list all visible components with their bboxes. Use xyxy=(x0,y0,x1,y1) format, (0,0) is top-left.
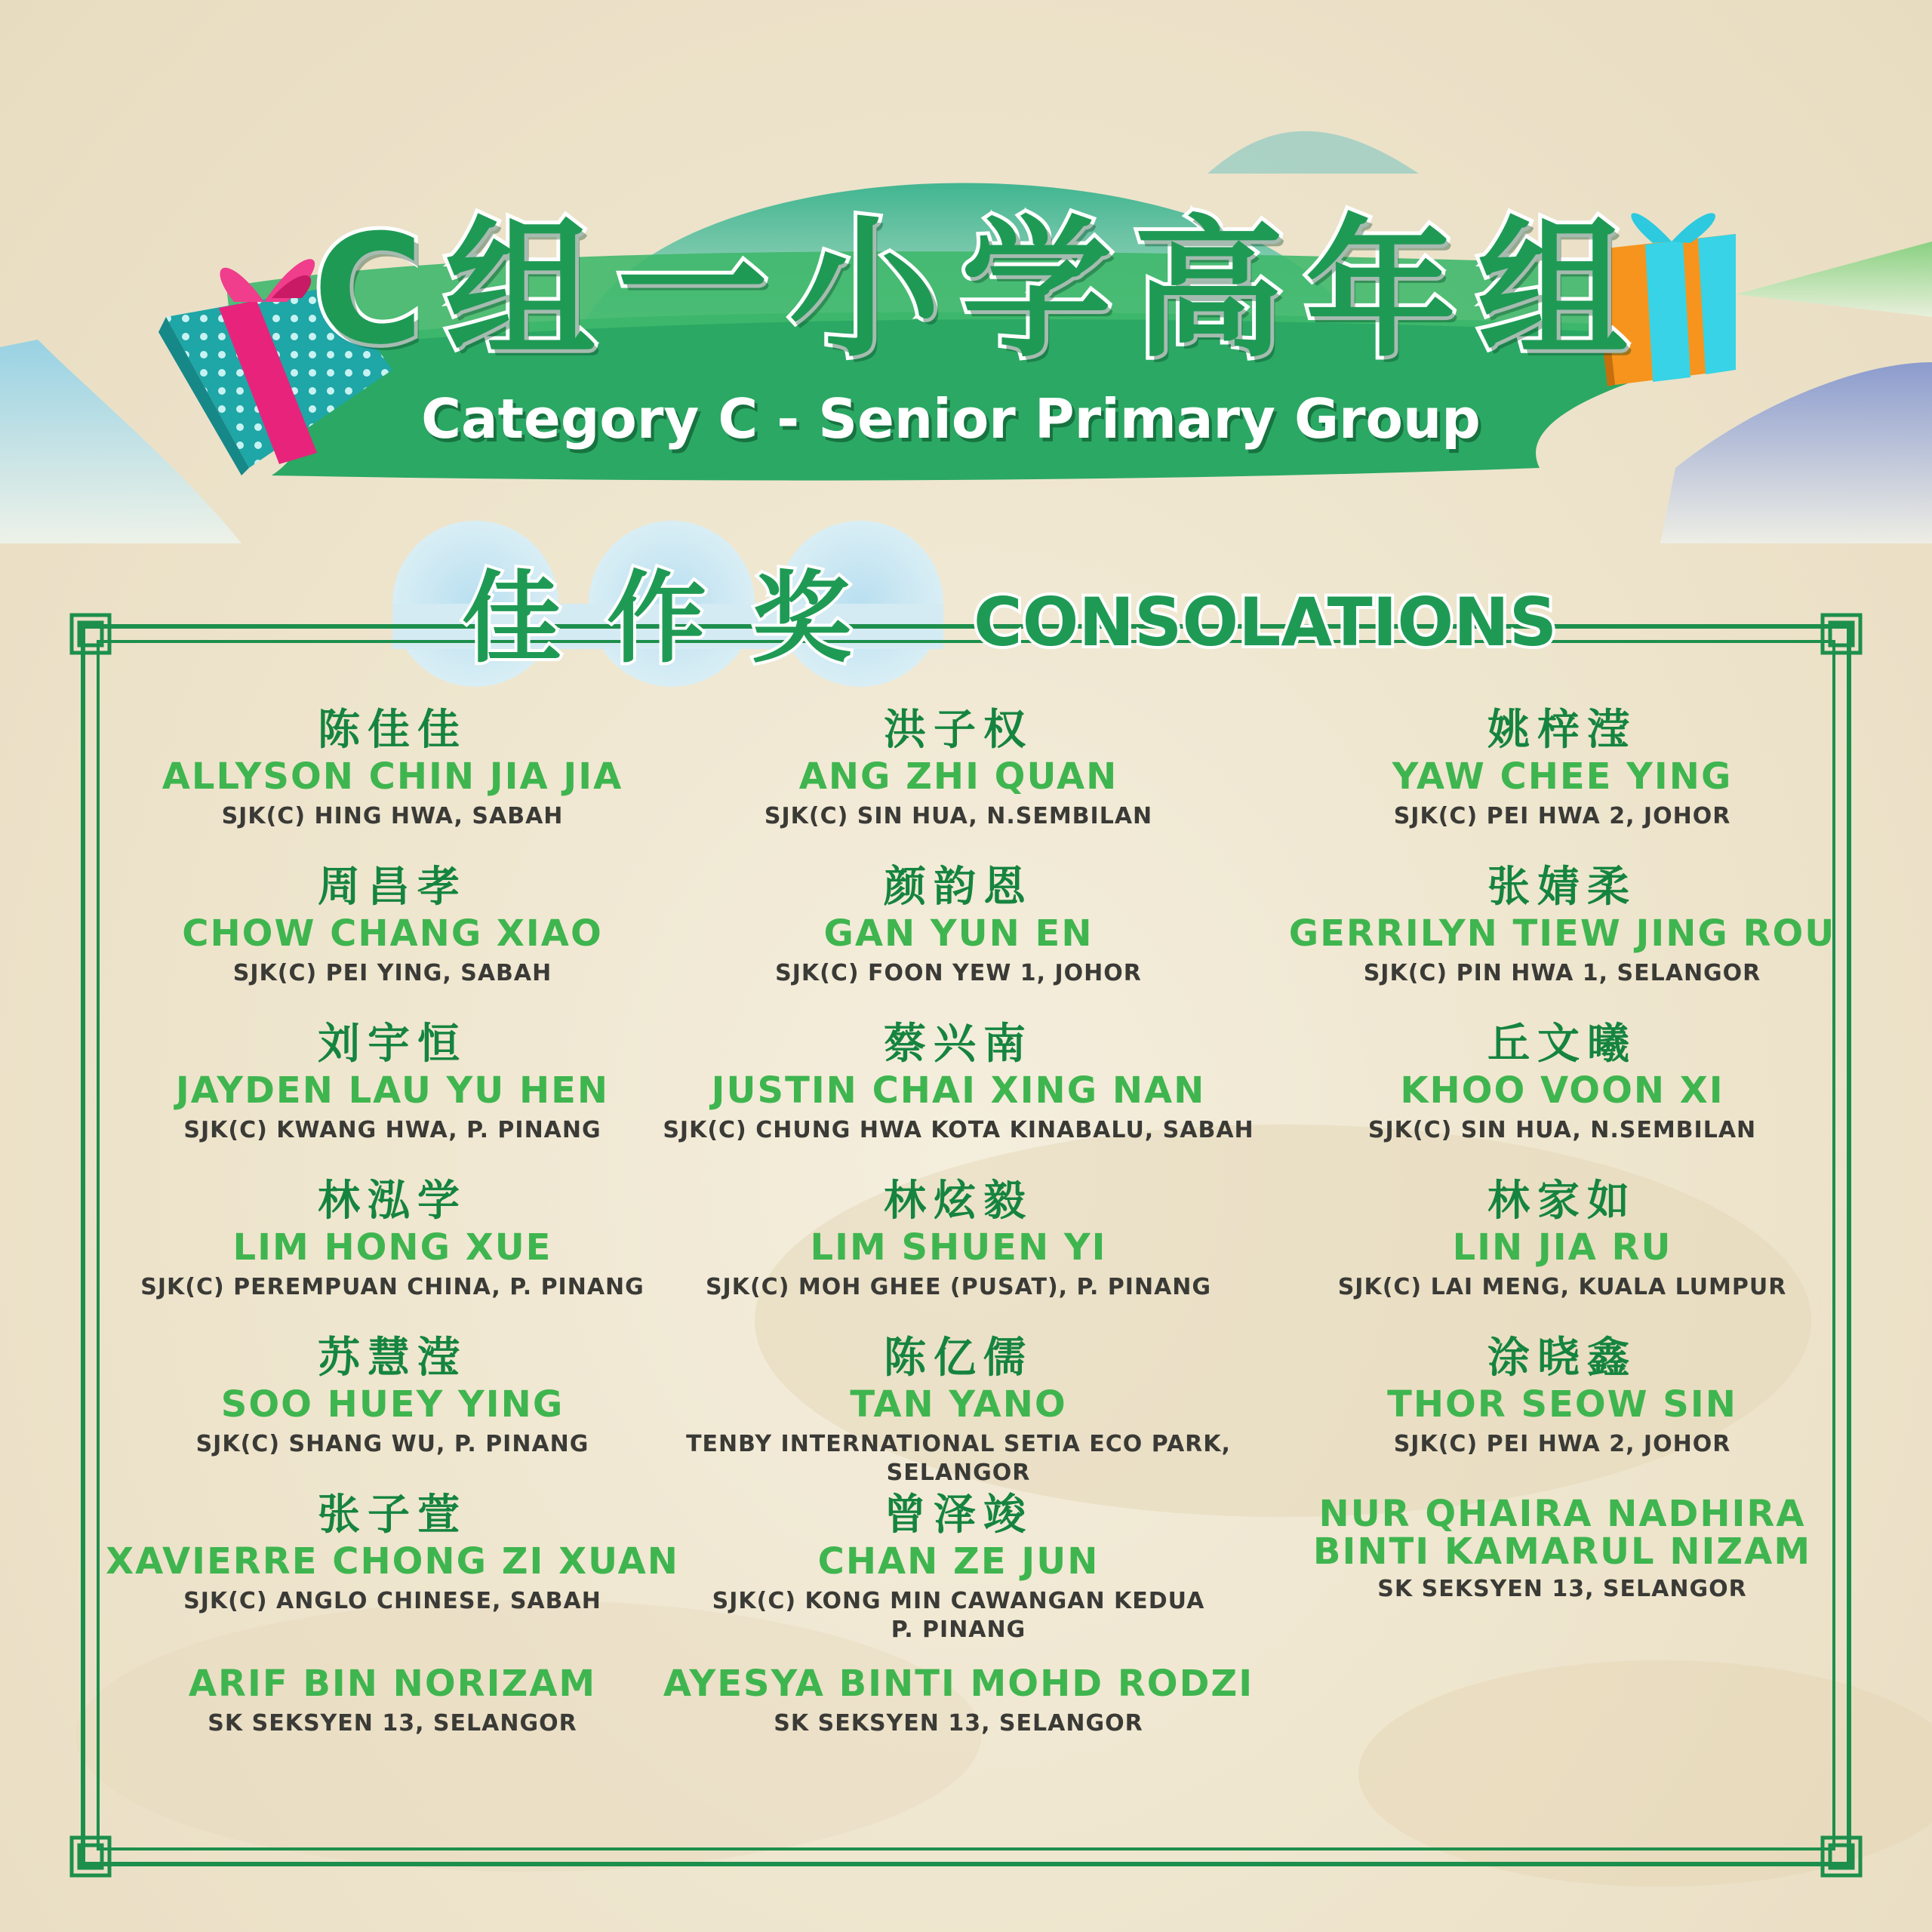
winner-entry xyxy=(1260,863,1864,1020)
winner-entry xyxy=(91,1334,694,1491)
winner-school: SJK(C) PEI YING, SABAH xyxy=(232,960,552,986)
winner-school: SJK(C) SIN HUA, N.SEMBILAN xyxy=(764,803,1153,829)
winner-entry xyxy=(1260,706,1864,863)
winner-chinese-name: 陈佳佳 xyxy=(318,706,467,755)
winner-chinese-name: 张子萱 xyxy=(318,1491,467,1540)
winner-english-name: ANG ZHI QUAN xyxy=(798,755,1118,798)
winner-entry xyxy=(657,1177,1260,1334)
winner-school: SJK(C) HING HWA, SABAH xyxy=(221,803,564,829)
winners-column-3 xyxy=(1260,706,1864,1652)
winner-school: SK SEKSYEN 13, SELANGOR xyxy=(1377,1576,1747,1602)
winner-school: SK SEKSYEN 13, SELANGOR xyxy=(208,1710,577,1737)
winner-english-name: THOR SEOW SIN xyxy=(1387,1383,1737,1426)
winner-entry xyxy=(91,1647,694,1820)
winner-school: SJK(C) FOON YEW 1, JOHOR xyxy=(775,960,1142,986)
winner-school: SJK(C) PEI HWA 2, JOHOR xyxy=(1393,803,1731,829)
winner-school: SJK(C) SHANG WU, P. PINANG xyxy=(195,1431,589,1457)
winner-chinese-name: 陈亿儒 xyxy=(884,1334,1033,1383)
winner-school: SJK(C) KONG MIN CAWANGAN KEDUA xyxy=(712,1588,1205,1614)
winner-entry xyxy=(91,1020,694,1177)
winner-school: SK SEKSYEN 13, SELANGOR xyxy=(774,1710,1143,1737)
winner-chinese-name: 张婧柔 xyxy=(1487,863,1637,912)
winner-entry xyxy=(1260,1020,1864,1177)
winner-chinese-name: 苏慧滢 xyxy=(318,1334,467,1383)
winner-school: SJK(C) ANGLO CHINESE, SABAH xyxy=(183,1588,601,1614)
winner-chinese-name: 姚梓滢 xyxy=(1487,706,1637,755)
winners-column-2 xyxy=(657,706,1260,1820)
winner-chinese-name: 周昌孝 xyxy=(318,863,467,912)
winner-chinese-name: 洪子权 xyxy=(884,706,1033,755)
winner-chinese-name: 林家如 xyxy=(1487,1177,1637,1226)
winner-english-name: LIM HONG XUE xyxy=(232,1226,552,1269)
winner-entry xyxy=(91,1177,694,1334)
winner-entry xyxy=(91,1491,694,1647)
winner-school-line-2: P. PINANG xyxy=(891,1617,1026,1643)
winner-chinese-name: 林炫毅 xyxy=(884,1177,1033,1226)
winner-english-name: CHOW CHANG XIAO xyxy=(182,912,603,955)
winner-school: SJK(C) PIN HWA 1, SELANGOR xyxy=(1363,960,1761,986)
title-english: Category C - Senior Primary Group xyxy=(421,387,1481,451)
winner-english-name: YAW CHEE YING xyxy=(1392,755,1733,798)
winner-english-name: SOO HUEY YING xyxy=(220,1383,565,1426)
winner-school: SJK(C) CHUNG HWA KOTA KINABALU, SABAH xyxy=(663,1117,1254,1143)
winner-entry xyxy=(1260,1177,1864,1334)
winner-english-name: AYESYA BINTI MOHD RODZI xyxy=(663,1663,1254,1705)
winner-school: SJK(C) PEREMPUAN CHINA, P. PINANG xyxy=(140,1274,645,1300)
winners-column-1 xyxy=(91,706,694,1820)
winner-chinese-name: 蔡兴南 xyxy=(884,1020,1033,1069)
winner-chinese-name: 颜韵恩 xyxy=(884,863,1033,912)
winner-entry xyxy=(657,1491,1260,1647)
winner-english-name-line-2: BINTI KAMARUL NIZAM xyxy=(1312,1531,1812,1573)
winner-school: SJK(C) PEI HWA 2, JOHOR xyxy=(1393,1431,1731,1457)
winner-english-name: JAYDEN LAU YU HEN xyxy=(175,1069,610,1112)
winner-entry xyxy=(1260,1491,1864,1652)
winner-english-name: JUSTIN CHAI XING NAN xyxy=(711,1069,1206,1112)
winner-english-name: ARIF BIN NORIZAM xyxy=(188,1663,597,1705)
winner-school: SJK(C) MOH GHEE (PUSAT), P. PINANG xyxy=(705,1274,1212,1300)
winner-entry xyxy=(657,1647,1260,1820)
winner-english-name: ALLYSON CHIN JIA JIA xyxy=(162,755,623,798)
winner-english-name: GERRILYN TIEW JING ROU xyxy=(1288,912,1836,955)
winner-english-name: LIN JIA RU xyxy=(1452,1226,1672,1269)
title-chinese: C组一小学高年组 xyxy=(312,202,1650,378)
winner-entry xyxy=(657,1334,1260,1491)
winner-english-name: KHOO VOON XI xyxy=(1400,1069,1724,1112)
winner-school: SJK(C) LAI MENG, KUALA LUMPUR xyxy=(1337,1274,1787,1300)
winner-school: SJK(C) KWANG HWA, P. PINANG xyxy=(183,1117,601,1143)
winner-english-name: GAN YUN EN xyxy=(823,912,1094,955)
winner-chinese-name: 丘文曦 xyxy=(1487,1020,1637,1069)
winner-entry xyxy=(657,863,1260,1020)
winner-chinese-name: 曾泽竣 xyxy=(884,1491,1033,1540)
winner-entry xyxy=(1260,1334,1864,1491)
winner-entry xyxy=(657,706,1260,863)
winner-entry xyxy=(91,706,694,863)
winner-chinese-name: 刘宇恒 xyxy=(318,1020,467,1069)
winner-english-name: CHAN ZE JUN xyxy=(817,1540,1100,1583)
winner-english-name: XAVIERRE CHONG ZI XUAN xyxy=(106,1540,679,1583)
winner-chinese-name: 涂晓鑫 xyxy=(1487,1334,1637,1383)
winner-school: SJK(C) SIN HUA, N.SEMBILAN xyxy=(1367,1117,1757,1143)
winner-chinese-name: 林泓学 xyxy=(318,1177,467,1226)
winner-english-name: TAN YANO xyxy=(850,1383,1067,1426)
winner-entry xyxy=(91,863,694,1020)
winner-school: TENBY INTERNATIONAL SETIA ECO PARK, SELANGOR xyxy=(686,1431,1231,1486)
winner-entry xyxy=(657,1020,1260,1177)
winner-english-name: LIM SHUEN YI xyxy=(810,1226,1107,1269)
section-title-english: CONSOLATIONS xyxy=(974,583,1558,661)
winner-english-name: NUR QHAIRA NADHIRA xyxy=(1318,1493,1806,1535)
section-title-chinese: 佳作奖 xyxy=(462,561,897,677)
